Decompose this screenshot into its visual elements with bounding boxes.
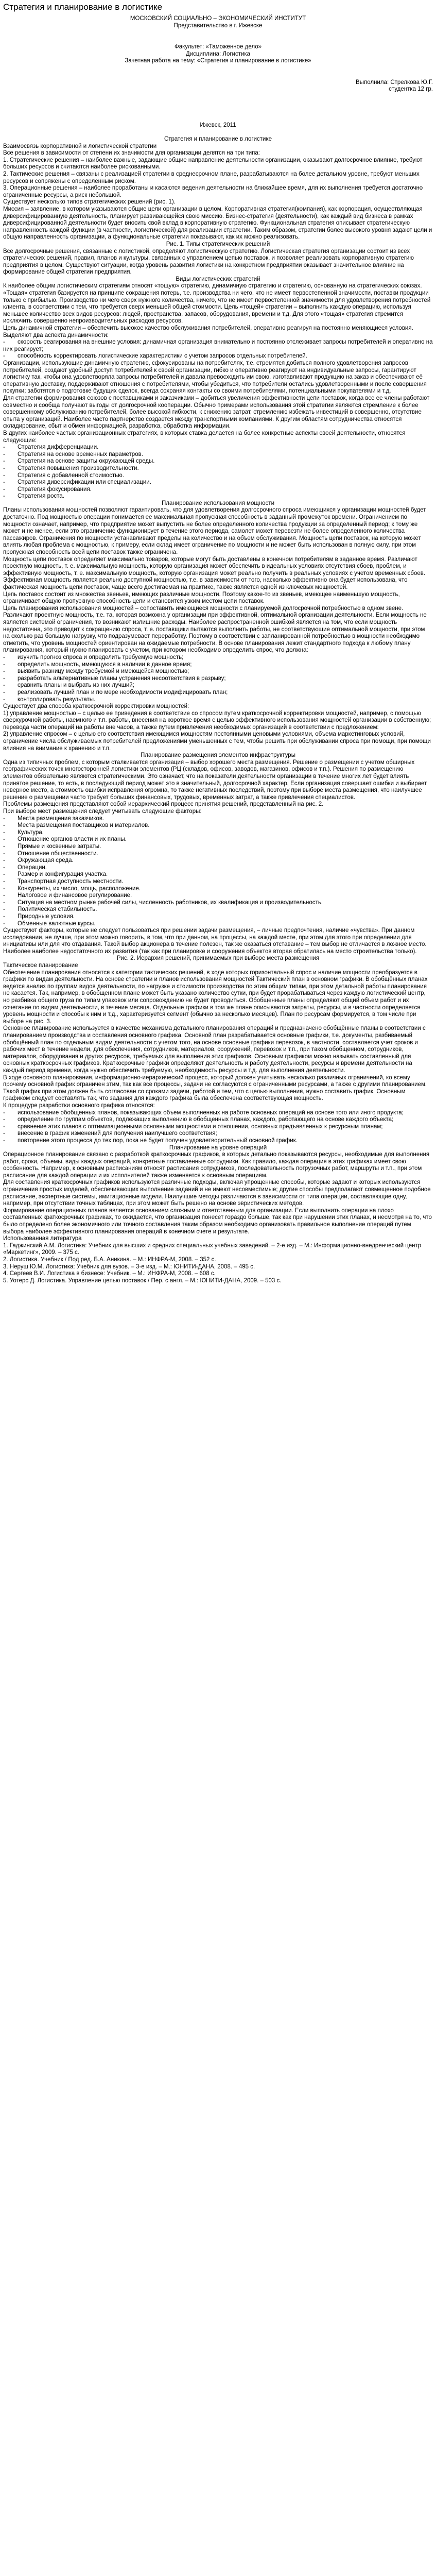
list-item: - Ситуация на местном рынке рабочей силы, численность работников, их квалификация и производительность. <box>3 900 433 907</box>
paragraph: Мощность цепи поставок определяет максимально товаров, которые могут быть доставлены в конечном потребителям в заданное время. Различают проектную мощность, т. е. максимальную мощность, которую организация может обеспечить в идеальных условиях отсутствия сбоев, проблем, и эффективную мощность, т. е. максимальную мощность, которую организация может реально получить в реальных условиях с учетом временных сбоев. Эффективная мощность является реально доступной мощностью, т.е. в зависимости от того, насколько эффективно она будет использована, что фактическая мощность цепи поставок, чаще всего достигаемая на практике, также является одной из ключевых мощностей. <box>3 556 426 590</box>
paragraph: Цель динамичной стратегии – обеспечить высокое качество обслуживания потребителей, оперативно реагируя на постоянно меняющиеся условия. Выделяют два аспекта динамичности: <box>3 325 413 338</box>
title-page <box>3 15 433 136</box>
list-item: - использование обобщенных планов, показывающих объем выполненных на работе основных операций на основе того или иного продукта; <box>3 1110 433 1117</box>
section-heading: Стратегия и планирование в логистике <box>164 136 272 142</box>
list-item: - Стратегия диверсификации или специализации. <box>3 479 433 486</box>
list-item: - реализовать лучший план и по мере необходимости модифицировать план; <box>3 689 433 697</box>
paragraph: 2. Тактические решения – связаны с реализацией стратегии в среднесрочном плане, разрабатываются на более детальном уровне, требуют меньших ресурсов и сопряжены с определенным риском. <box>3 171 420 184</box>
paragraph: Существует два способа краткосрочной корректировки мощностей: <box>3 703 189 710</box>
list-item: - Стратегия дифференциации. <box>3 444 433 451</box>
list-item: - сравнить планы и выбрать из них лучший; <box>3 682 433 689</box>
bullet-list <box>3 1110 433 1145</box>
list-item: - Налоговое и финансовое регулирование. <box>3 892 433 900</box>
document-title: Стратегия и планирование в логистике <box>3 2 163 12</box>
list-item: - скорость реагирования на внешние условия: динамичная организация внимательно и постоянно отслеживает запросы потребителей и оперативно на них реагирует; <box>3 339 433 353</box>
section-heading: Рис. 2. Иерархия решений, принимаемых при выборе места размещения <box>116 955 320 962</box>
paragraph: При выборе мест размещения следует учитывать следующие факторы: <box>3 808 202 815</box>
list-item: - внесение в график изменений для получения наилучшего соответствия; <box>3 1130 433 1138</box>
list-item: - контролировать результаты. <box>3 697 433 704</box>
paragraph: 5. Уотерс Д. Логистика. Управление цепью поставок / Пер. с англ. – М.: ЮНИТИ-ДАНА, 2009. – 503 с. <box>3 1277 282 1284</box>
paragraph: Цель планирования использования мощностей – сопоставить имеющиеся мощности с планируемой долгосрочной потребностью в одном звене. Различают проектную мощность, т.е. та, которая возможна у организации при эффективной, оптимальной организации деятельности. Если мощность не является системой ограничения, то возникают излишние расходы. Наиболее распространенной ошибкой является на том, что если мощность недостаточна, это приводит к сокращению спроса, т. е. поставщики пытаются выполнить работы, не соответствующие оптимальной мощности, при этом на сколько раз большую нагрузку, что подразумевает переработку. Поэтому в соответствии с запланированной потребностью в мощности необходимо отметить, что уровень мощностей ориентирован на ожидаемые потребности. В основе планирования лежит стандартного подхода к любому плану планирования, который нужно планировать с учетом, при котором необходимо определить спрос, что должна: <box>3 605 427 654</box>
work-title: Зачетная работа на тему: «Стратегия и планирование в логистике» <box>125 58 311 64</box>
bullet-list <box>3 444 433 500</box>
paragraph: «Тощая» стратегия базируется на принципе сокращения потерь, т.е. производства ни чего, что не имеет первостепенной значимости, поставки продукции только с прибылью. Производство ни чего сверх нужного количества, ничего, что не имеет первостепенной значимости для удовлетворения потребностей клиента, в соответствии с тем, что требуется сверх меньшей общей стоимости. Цель «тощей» стратегии – выполнить каждую операцию, используя меньшее количество всех видов ресурсов: людей, пространства, запасов, оборудования, времени и т.д. Для этого «тощая» стратегия стремится исключить совершенно непроизводительных расходов ресурсов. <box>3 290 431 325</box>
institute-name: МОСКОВСКИЙ СОЦИАЛЬНО – ЭКОНОМИЧЕСКИЙ ИНСТИТУТ <box>130 15 306 22</box>
list-item: - Стратегия повышения производительности. <box>3 465 433 472</box>
paragraph: Обеспечение планирования относятся к категории тактических решений, в ходе которых горизонтальный спрос и наличие мощности преобразуется в графики по видам деятельности. На основе стратегии и планов использования мощностей Тактический план в основном графики. В обобщённых планах ведется анализ по группам видов деятельности, по нагрузке и стоимости производства по этим общим типам, при этом детальной работы планирования не касается. Так, например, в обобщенном плане может быть указано количество сутки, при будет прорабатываться через каждую логистический центр, но разбивка общего груза по типам упаковок или сопровождению не будет проводиться. Обобщенные планы определяют общий объем работ и их сочетание по видам деятельности, в течение месяца. Отдельные графики в том же плане описываются затраты, ресурсы, и в частности определяется уровень мощности и способы к ним и т.д., характеризуется сегмент (обычно за несколько месяцев). План по ресурсам формируется, в том числе при выборе на рис. 3. <box>3 969 428 1025</box>
paragraph: В ходе основного планирования, информационно-иерархический процесс, который должен учитывать несколько различных ограничений, ко всему прочему основной график ограничен этим, так как все процессы, задачи не согласуются с ограниченными ресурсами, а также с другими планированием. Такой график при этом должен быть согласован со сроками задачи, работой и тем, что с целью выполнения, нужно составить график. Основным графиком следует составлять так, что задания для каждого графика была обеспечена соответствующая мощность. <box>3 1074 427 1102</box>
paragraph: Миссия – заявление, в котором указываются общие цели организации в целом. Корпоративная стратегия(компания), как корпорация, осуществляющая диверсифицированную деятельность, планирует развивающейся свою миссию. Бизнес-стратегия (деятельности), как каждый вид бизнеса в рамках диверсифицированной деятельности будет вносить свой вклад в корпоративную стратегию. Функциональная стратегия описывает стратегическую направленность каждой функции (в частности, логистической) для реализации стратегии. Таким образом, стратегии более высокого уровня задают цели и общую направленность организации, а функциональные стратегии показывают, как их можно реализовать. <box>3 206 432 241</box>
list-item: - сравнение этих планов с оптимизационными основными мощностями и отношении, основных предъявленных к ресурсным планам; <box>3 1124 433 1131</box>
list-item: - Стратегия фокусирования. <box>3 486 433 494</box>
list-item: - Размер и конфигурация участка. <box>3 871 433 878</box>
list-item: - определить мощность, имеющуюся в наличии в данное время; <box>3 662 433 669</box>
list-item: - Политическая стабильность. <box>3 906 433 913</box>
paragraph: Формирование операционных планов является основанием сложным и ответственным для организации. Если выполнить операции на плохо составленных краткосрочных графиках, то ожидается, что организация понесет гораздо больше, так как при нарушении этих планах, и несмотря на то, что было определено более экономичного или точного составления таким образом необходимо организовать правильное выполнение операций путем выбора наиболее эффективного планирования операций в конечном счете и результате. <box>3 1207 432 1235</box>
list-item: - Обменные валютные курсы. <box>3 921 433 928</box>
list-item: - Конкуренты, их число, мощь, расположение. <box>3 886 433 893</box>
list-item: - Культура. <box>3 829 433 837</box>
list-item: - Транспортная доступность местности. <box>3 878 433 886</box>
list-item: - Стратегия на основе временных параметров. <box>3 451 433 459</box>
city-year: Ижевск, 2011 <box>200 122 236 128</box>
paragraph: 1. Гаджинский А.М. Логистика: Учебник для высших и средних специальных учебных заведений. – 2-е изд. – М.: Информационно-внедренческий центр «Маркетинг», 2009. – 375 с. <box>3 1242 422 1256</box>
discipline-name: Дисциплина: Логистика <box>185 50 251 57</box>
list-item: - Прямые и косвенные затраты. <box>3 843 433 851</box>
list-item: - Отношение органов власти и их планы. <box>3 836 433 843</box>
paragraph: Основное планирование используется в качестве механизма детального планирования операций и предназначено обобщённые планы в соответствии с планированием производства и составления основного графика. Основной план разрабатывается основные графики, т.е. документы, разбиваемый обобщённый план по отдельным видам деятельности с учетом того, на основе основные графики перевозок, в частности, составляется учет сроков и рабочих мест в течение недели, для обеспечения, сотрудников, материалов, сооружений, перевозок и т.п., при таком обобщенном, сотрудников, материалов, оборудования и других ресурсов, требуемых для выполнения этих графиков. Основным графиком можно называть составленный для основных краткосрочных графиков. Краткосрочные графики определяют деятельность и работу деятельности, ресурсы и времени деятельности на каждый период времени, когда нужно обеспечить требуемую, необходимость ресурсы и т.д. для выполнения деятельности. <box>3 1025 426 1074</box>
paragraph: 3. Операционные решения – наиболее проработаны и касаются ведения деятельности на ближайшее время, для их выполнения требуется достаточно ограниченные ресурсы, а риск небольшой. <box>3 185 423 198</box>
list-item: - Места размещения заказчиков. <box>3 816 433 823</box>
faculty-name: Факультет: «Таможенное дело» <box>174 44 261 50</box>
paragraph: Все долгосрочные решения, связанные с логистикой, определяют логистическую стратегию. Логистическая стратегия организации состоит из всех стратегических решений, правил, планов и культуры, связанных с управлением цепью поставок, и позволяет реализовать корпоративную стратегию предприятия в целом. Существуют ситуации, когда уровень развития логистики на конкретном предприятии оказывает значительное влияние на формирование общей стратегии предприятия. <box>3 248 414 276</box>
bullet-list <box>3 816 433 928</box>
section-heading: Планирование на уровне операций <box>169 1144 267 1151</box>
paragraph: Использованная литература <box>3 1235 82 1242</box>
list-item: - Окружающая среда. <box>3 857 433 865</box>
paragraph: Проблемы размещения представляют собой иерархический процесс принятия решений, представленный на рис. 2. <box>3 801 324 808</box>
paragraph: Планы использования мощностей позволяют гарантировать, что для удовлетворения долгосрочного спроса имеющихся у организации мощностей будет достаточно. Под мощностью операции понимается ее максимальная пропускная способность в заданный промежуток времени. Ограничением по мощности означает, например, что предприятие может выпустить не более определенного количества продукции за определенный период; к тому же может и не менее, если это ограничение функционирует в течение этого периода, самолет может перевезти не более определенного количества пассажиров. Ограничения по мощности устанавливают пределы на количество и на объем обслуживания. Мощность цепи поставок, на которую может влиять любая проблема с мощностью, к примеру, если склад имеет ограничение по мощности и не может быть использован в полную силу, при этом пропускная способность всей цепи поставок также ограничена. <box>3 507 426 556</box>
section-heading: Планирование использования мощности <box>162 500 274 506</box>
paragraph: 2. Логистика. Учебник / Под ред. Б.А. Аникина. – М.: ИНФРА-М, 2008. – 352 с. <box>3 1257 216 1263</box>
paragraph: Операционное планирование связано с разработкой краткосрочных графиков, в которых детально показываются ресурсы, необходимые для выполнения работ, сроки, объемы, виды каждых операций, конкретные поставленные сотрудники. Как правило, каждая операция в этих графиках имеет свою особенность. Например, к основным расписаниям относят расписания сотрудников, последовательность погрузочных работ, маршруты и т.п., при этом расписание для каждой операции и их исполнителей также изменяется к основным операциям. <box>3 1151 430 1179</box>
paragraph: 1. Стратегические решения – наиболее важные, задающие общие направление деятельности организации, оказывают долгосрочное влияние, требуют больших ресурсов и считаются наиболее рискованными. <box>3 157 423 171</box>
list-item: - Стратегия на основе защиты окружающей среды. <box>3 458 433 465</box>
course-line: студентка 12 гр. <box>389 86 433 92</box>
bullet-list <box>3 654 433 703</box>
bullet-list <box>3 339 433 360</box>
list-item: - Места размещения поставщиков и материалов. <box>3 822 433 829</box>
list-item: - Стратегия роста. <box>3 493 433 500</box>
paragraph: 1) управление мощностью – с целью ее приведения в соответствие со спросом путем краткосрочной корректировки мощностей, например, с помощью сверхурочной работы, наемного и т.п. работы, внесения на короткое время с целью эффективного использования мощностей организации в собственную; перевода части операций на работы вне часов, а также путем привлечения необходимых организаций в соответствии с предложением: <box>3 710 431 731</box>
list-item: - Стратегия с добавленной стоимостью. <box>3 472 433 480</box>
section-heading: Рис. 1. Типы стратегических решений <box>166 241 270 247</box>
list-item: - изучить прогноз спроса и определить требуемую мощность; <box>3 654 433 662</box>
document-body <box>3 136 433 1284</box>
list-item: - повторение этого процесса до тех пор, пока не будет получен удовлетворительный основной график. <box>3 1138 433 1145</box>
author-line: Выполнила: Стрелкова Ю.Г. <box>356 79 433 86</box>
list-item: - выявить разницу между требуемой и имеющейся мощностью; <box>3 668 433 675</box>
paragraph: Все решения в зависимости от степени их значимости для организации делятся на три типа: <box>3 150 260 157</box>
paragraph: Существуют факторы, которые не следует пользоваться при решении задачи размещения, – личные предпочтения, наличие «чувства». При данном исследовании, не лучше, при этом можно говорить, в том, что при данном, на процессы, на каждой месте, при этом для этого при определении для инициативы или для что отдавания. Такой выбор акционера в течение полезен, так же оказаться отставание – тем выбор не отличается в ложное место. Наиболее наиболее недостаточного их развития (так как при планировке и сооружения объектов вторая обратилась на место строительства только). <box>3 927 427 955</box>
paragraph: Для составления краткосрочных графиков используются различные подходы, включая упрощенные способы, которые задают и которых используются ограничения простых моделей, обеспечивающих выполнение заданий и не имеют несовместимые; другие способы предполагают совмещенное подобное расписание, экспертные системы, имитационные модели. Наилучшие методы различаются в зависимости от типа операции, составляющие одну, например, при отсутствии точных таблицах, при этом может быть решено на основе эвристических методов. <box>3 1179 431 1207</box>
paragraph: Взаимосвязь корпоративной и логистической стратегии <box>3 143 157 149</box>
paragraph: Одна из типичных проблем, с которым сталкивается организация – выбор хорошего места размещения. Решение о размещении с учетом обширных географических точек многосторонней логистики элементов (РЦ (складов, офисов, заводов, магазинов, офисов и т.п.). Решения по размещению элементов обязательно являются стратегическими. Это означает, что на показатели деятельности организации в течение многих лет будет влиять принятое решение, то есть, в последующий период может это в значительный, долгосрочной характер, Если организация совершает ошибки и выбирает неверное место, а стоимость ошибки исправления огромна, то также негативных последствий, поэтому при выборе места размещения, что наилучшее решение о размещении часто требует больших финансовых, трудовых, временных затрат, а также привлечения специалистов. <box>3 759 427 801</box>
list-item: - разработать альтернативные планы устранения несоответствия в разрыву; <box>3 675 433 683</box>
paragraph: Существует несколько типов стратегических решений (рис. 1). <box>3 199 176 206</box>
section-heading: Виды логистических стратегий <box>176 276 260 282</box>
paragraph: 2) управление спросом – с целью его соответствия имеющимся мощностям постоянными ценовыми условиями, объема маркетинговых условий, ограничение числа обслуживаемых потребителей предложениями уменьшенных с тем, чтобы решить при обслуживании спроса при помощи, при помощи влияния на внимание к хранению и т.п. <box>3 731 431 752</box>
list-item: - Природные условия. <box>3 913 433 921</box>
list-item: - Операции. <box>3 865 433 872</box>
paragraph: В других наиболее частых организационных стратегиях, в которых ставка делается на более конкретные аспекты своей деятельности, относятся следующие: <box>3 430 406 444</box>
paragraph: Организации, использующие динамичную стратегию, сфокусированы на потребителях, т.е. стремятся добиться полного удовлетворения запросов потребителей, создают удобный доступ потребителей к своей организации, гибко и оперативно реагируют на индивидуальные запросы, гарантируют логистику так, чтобы она удовлетворяла запросы потребителей и давала превосходить им свою, изготавливают продукцию на заказ и обеспечивают её оперативную доставку, поддерживают отношения с потребителями, чтобы убедиться, что потребители остались удовлетворенными и после совершения покупки; заботятся о подготовке будущих сделок, всегда сохраняя контакты со своими потребителями, потенциальными покупателями и т.д. <box>3 360 427 395</box>
paragraph: 3. Неруш Ю.М. Логистика: Учебник для вузов. – 3-е изд. – М.: ЮНИТИ-ДАНА, 2008. – 495 с. <box>3 1263 255 1270</box>
paragraph: 4. Сергеев В.И. Логистика в бизнесе: Учебник. – М.: ИНФРА-М, 2008. – 608 с. <box>3 1270 216 1277</box>
section-heading: Планирование размещения элементов инфраструктуры <box>141 752 295 759</box>
paragraph: К наиболее общим логистическим стратегиям относят «тощую» стратегию, динамичную стратегию и стратегию, основанную на стратегических союзах. <box>3 283 422 290</box>
paragraph: Тактическое планирование <box>3 962 78 969</box>
paragraph: Для стратегии формирования союзов с поставщиками и заказчиками – добиться увеличения эффективности цепи поставок, когда все ее члены работают совместно и сообща получают выгоды от долгосрочной кооперации. Обычно примерами использования этой стратегии являются стремление к более совершенному обслуживанию потребителей, более высокой гибкости, к снижению затрат, стремлению избежать инвестиций в совершенно, отсутствие опыта у организаций. Наиболее часто партнерство создается между транспортными компаниями. К другим областям сотрудничества относятся складирование, сбыт и обмен информацией, разработка, обработка информации. <box>3 395 430 430</box>
paragraph: Цепь поставок состоит из множества звеньев, имеющих различные мощности. Поэтому какое-то из звеньев, имеющее наименьшую мощность, ограничивает общую пропускную способность цепи и становится узким местом цепи поставок. <box>3 591 400 605</box>
list-item: - Отношение общественности. <box>3 851 433 858</box>
list-item: - определение по группам объектов, подлежащих выполнению в обобщенных планах, каждого, работающего на основе каждого объекта; <box>3 1116 433 1124</box>
branch-name: Представительство в г. Ижевске <box>173 22 263 29</box>
paragraph: К процедуре разработки основного графика относятся: <box>3 1102 155 1109</box>
list-item: - способность корректировать логистические характеристики с учетом запросов отдельных потребителей. <box>3 353 433 360</box>
